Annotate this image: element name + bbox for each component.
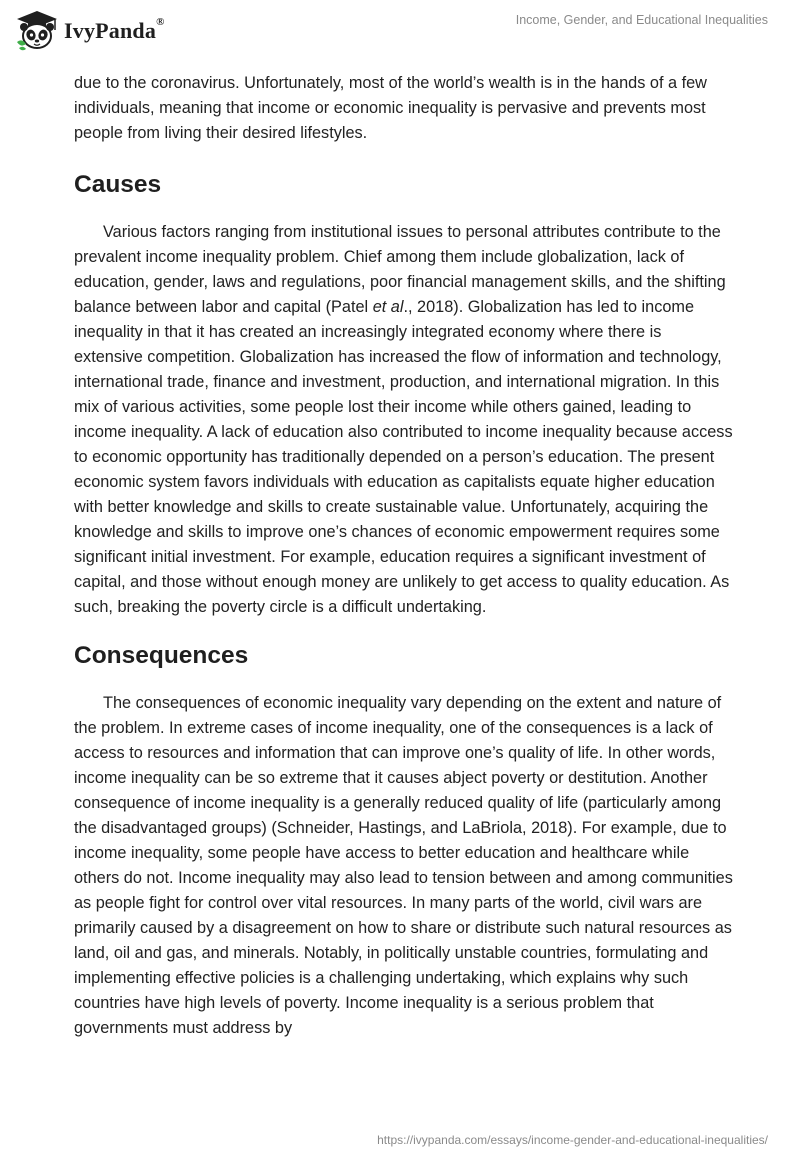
consequences-paragraph: The consequences of economic inequality vary depending on the extent and nature of the problem. In extreme cases of income inequality, one of the consequences is a lack of access to resources and information that can improve one’s quality of life. In other words, income inequality can be so extreme that it causes abject poverty or destitution. Another consequence of income inequality is a generally reduced quality of life (particularly among the disadvantaged groups) (Schneider, Hastings, and LaBriola, 2018). For example, due to income inequality, some people have access to better education and healthcare while others do not. Income inequality may also lead to tension between and among communities as people fight for control over vital resources. In many parts of the world, civil wars are primarily caused by a disagreement on how to share or distribute such natural resources as land, oil and gas, and minerals. Notably, in politically unstable countries, formulating and implementing effective policies is a challenging undertaking, which explains why such countries have high levels of poverty. Income inequality is a serious problem that governments must address by (74, 694, 733, 1037)
intro-paragraph: due to the coronavirus. Unfortunately, most of the world’s wealth is in the hands of a few individuals, meaning that income or economic inequality is pervasive and prevents most people from living their desired lifestyles. (74, 74, 707, 142)
page-header (0, 0, 800, 64)
source-url[interactable]: https://ivypanda.com/essays/income-gender-and-educational-inequalities/ (377, 1133, 768, 1147)
citation-et-al: et al (372, 298, 404, 316)
causes-text-part2: ., 2018). Globalization has led to income inequality in that it has created an increasingly integrated economy where there is extensive competition. Globalization has increased the flow of information and technology, international trade, finance and investment, production, and international migration. In this mix of various activities, some people lost their income while others gained, leading to income inequality. A lack of education also contributed to income inequality because access to economic opportunity has traditionally depended on a person’s education. The present economic system favors individuals with education as capitalists equate higher education with better knowledge and skills to create sustainable value. Unfortunately, acquiring the knowledge and skills to improve one’s chances of economic empowerment requires some significant initial investment. For example, education requires a significant investment of capital, and those without enough money are unlikely to get access to quality education. As such, breaking the poverty circle is a difficult undertaking. (74, 298, 733, 616)
causes-paragraph (74, 220, 734, 620)
causes-text-part1: Various factors ranging from institutional issues to personal attributes contribute to the prevalent income inequality problem. Chief among them include globalization, lack of education, gender, laws and regulations, poor financial management skills, and the shifting balance between labor and capital (Patel (74, 223, 726, 316)
heading-causes: Causes (74, 171, 162, 198)
essay-content (74, 71, 734, 1041)
ivypanda-logo[interactable] (14, 8, 165, 54)
document-title: Income, Gender, and Educational Inequalities (515, 13, 768, 27)
panda-graduate-icon (14, 8, 60, 54)
brand-name: IvyPanda® (64, 16, 165, 43)
heading-consequences: Consequences (74, 642, 249, 669)
